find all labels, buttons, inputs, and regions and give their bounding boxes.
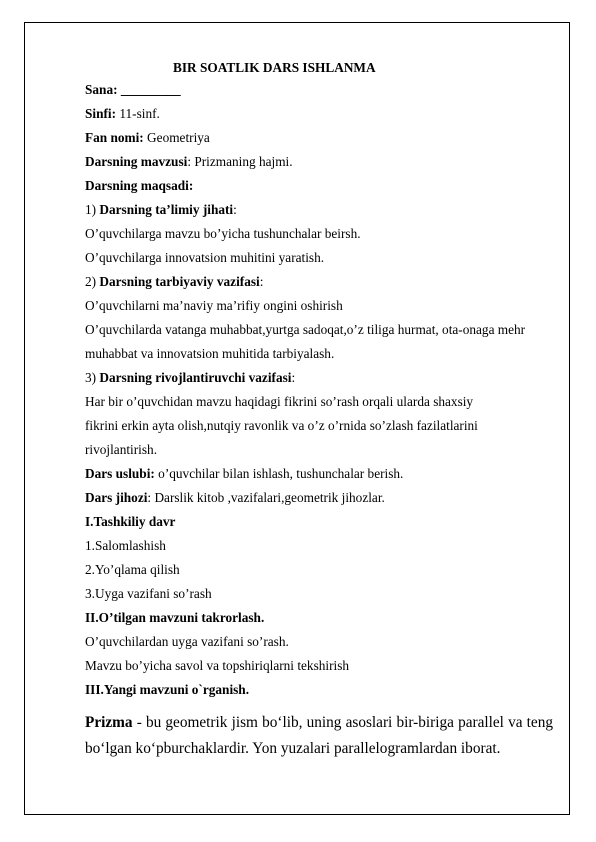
educational-goal-label: Darsning ta’limiy jihati (99, 202, 234, 217)
goals-label: Darsning maqsadi: (85, 178, 194, 193)
developmental-goal-label: Darsning rivojlantiruvchi vazifasi (99, 370, 292, 385)
document-title: BIR SOATLIK DARS ISHLANMA (173, 60, 376, 75)
list-item: O’quvchilarga mavzu bo’yicha tushunchalar beirsh. (85, 226, 361, 241)
developmental-goal-number: 3) (85, 370, 100, 385)
list-item: O’quvchilardan uyga vazifani so’rash. (85, 634, 289, 649)
method-line (85, 462, 553, 486)
prism-term: Prizma (85, 714, 133, 731)
class-line (85, 102, 553, 126)
prism-definition (85, 710, 553, 762)
section-1-label: I.Tashkiliy davr (85, 514, 176, 529)
equipment-label: Dars jihozi (85, 490, 148, 505)
section-3-label: III.Yangi mavzuni o`rganish. (85, 682, 250, 697)
subject-label: Fan nomi: (85, 130, 144, 145)
section-2-heading (85, 606, 553, 630)
educational-goal-heading (85, 198, 553, 222)
list-item: O’quvchilarni ma’naviy ma’rifiy ongini oshirish (85, 298, 343, 313)
list-item: 3.Uyga vazifani so’rash (85, 586, 212, 601)
developmental-goal-colon: : (291, 370, 296, 385)
educational-goal-colon: : (233, 202, 237, 217)
educational-goal-number: 1) (85, 202, 100, 217)
list-item: Mavzu bo’yicha savol va topshiriqlarni tekshirish (85, 658, 350, 673)
list-item: 1.Salomlashish (85, 538, 166, 553)
subject-value: Geometriya (143, 130, 210, 145)
list-item: 2.Yo’qlama qilish (85, 562, 180, 577)
list-item: rivojlantirish. (85, 442, 158, 457)
section-1-heading (85, 510, 553, 534)
list-item: muhabbat va innovatsion muhitida tarbiyalash. (85, 346, 335, 361)
list-item: Har bir o’quvchidan mavzu haqidagi fikrini so’rash orqali ularda shaxsiy (85, 394, 474, 409)
topic-label: Darsning mavzusi (85, 154, 188, 169)
upbringing-goal-label: Darsning tarbiyaviy vazifasi (99, 274, 260, 289)
class-label: Sinfi: (85, 106, 117, 121)
upbringing-goal-number: 2) (85, 274, 100, 289)
class-value: 11-sinf. (116, 106, 160, 121)
list-item: fikrini erkin ayta olish,nutqiy ravonlik va o’z o’rnida so’zlash fazilatlarini (85, 418, 478, 433)
prism-text: - bu geometrik jism bo‘lib, uning asoslari bir-biriga parallel va teng bo‘lgan ko‘pburchaklardir. Yon yuzalari parallelogramlardan iborat. (85, 714, 553, 757)
goals-heading (85, 174, 553, 198)
list-item: O’quvchilarda vatanga muhabbat,yurtga sadoqat,o’z tiliga hurmat, ota-onaga mehr (85, 322, 526, 337)
subject-line (85, 126, 553, 150)
date-line (85, 78, 553, 102)
equipment-value: : Darslik kitob ,vazifalari,geometrik jihozlar. (147, 490, 385, 505)
topic-value: : Prizmaning hajmi. (187, 154, 293, 169)
upbringing-goal-colon: : (259, 274, 264, 289)
developmental-goal-heading (85, 366, 553, 390)
topic-line (85, 150, 553, 174)
upbringing-goal-heading (85, 270, 553, 294)
equipment-line (85, 486, 553, 510)
date-label: Sana: (85, 82, 118, 97)
method-value: o’quvchilar bilan ishlash, tushunchalar berish. (154, 466, 404, 481)
lesson-plan (85, 58, 553, 762)
section-3-heading (85, 678, 553, 702)
method-label: Dars uslubi: (85, 466, 155, 481)
list-item: O’quvchilarga innovatsion muhitini yaratish. (85, 250, 325, 265)
section-2-label: II.O’tilgan mavzuni takrorlash. (85, 610, 265, 625)
date-blank: _________ (120, 82, 181, 97)
